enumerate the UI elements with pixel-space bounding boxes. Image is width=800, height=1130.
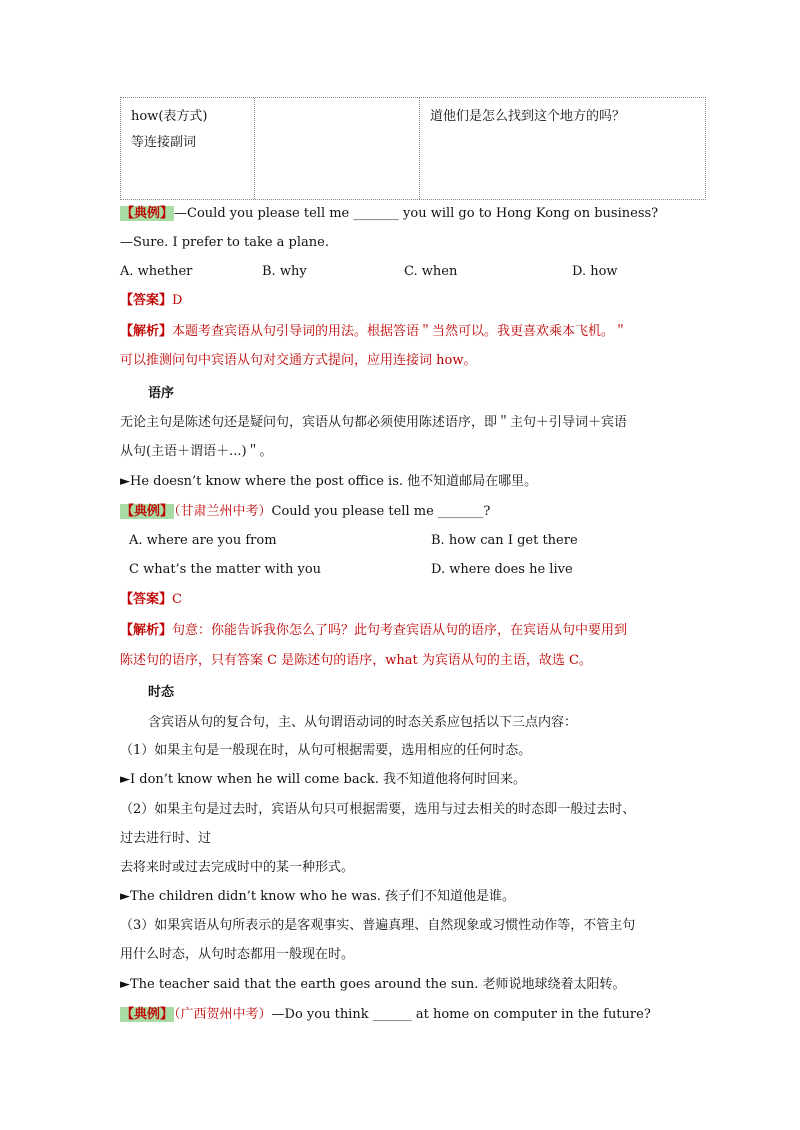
section-heading-order: 语序 bbox=[148, 386, 175, 401]
option-a: A. where are you from bbox=[129, 533, 277, 548]
analysis-label: 【解析】 bbox=[120, 324, 173, 339]
example-tag: 【典例】 bbox=[121, 1007, 174, 1022]
tense-rule-2: （2）如果主句是过去时，宾语从句只可根据需要，选用与过去相关的时态即一般过去时、 bbox=[120, 802, 636, 817]
question-text: Could you please tell me _______? bbox=[271, 504, 491, 519]
section-heading-tense: 时态 bbox=[148, 685, 175, 700]
example-2-analysis bbox=[120, 621, 627, 641]
table-cell-connector bbox=[121, 98, 255, 199]
option-c: C what’s the matter with you bbox=[129, 562, 322, 577]
table-cell-example: 道他们是怎么找到这个地方的吗？ bbox=[430, 109, 626, 124]
tense-intro: 含宾语从句的复合句，主、从句谓语动词的时态关系应包括以下三点内容： bbox=[148, 715, 578, 730]
example-tag: 【典例】 bbox=[121, 504, 174, 519]
example-1-answer bbox=[120, 291, 182, 311]
example-3-question bbox=[120, 1005, 651, 1025]
tense-rule-2-cont: 过去进行时、过 bbox=[120, 831, 212, 846]
analysis-text: 句意：你能告诉我你怎么了吗？此句考查宾语从句的语序，在宾语从句中要用到 bbox=[172, 623, 628, 638]
question-text: —Do you think ______ at home on computer in the future? bbox=[271, 1007, 651, 1022]
tense-example-3: ►The teacher said that the earth goes around the sun. 老师说地球绕着太阳转。 bbox=[120, 977, 626, 992]
table-cell-line: how(表方式) bbox=[131, 109, 208, 124]
option-b: B. how can I get there bbox=[431, 533, 578, 548]
example-2-question bbox=[120, 502, 490, 522]
table-cell-line: 等连接副词 bbox=[131, 135, 197, 150]
question-text: —Could you please tell me _______ you will go to Hong Kong on business? bbox=[174, 206, 659, 221]
info-table bbox=[120, 97, 706, 200]
order-example: ►He doesn’t know where the post office is. 他不知道邮局在哪里。 bbox=[120, 474, 538, 489]
example-2-answer bbox=[120, 590, 182, 610]
tense-rule-1: （1）如果主句是一般现在时，从句可根据需要，选用相应的任何时态。 bbox=[120, 743, 532, 758]
example-1-reply: —Sure. I prefer to take a plane. bbox=[120, 235, 329, 250]
example-tag: 【典例】 bbox=[121, 206, 174, 221]
example-1-analysis bbox=[120, 322, 627, 342]
answer-value: D bbox=[172, 293, 183, 308]
example-1-question bbox=[120, 204, 658, 224]
order-paragraph: 无论主句是陈述句还是疑问句，宾语从句都必须使用陈述语序，即＂主句＋引导词＋宾语 bbox=[120, 415, 628, 430]
analysis-text: 本题考查宾语从句引导词的用法。根据答语＂当然可以。我更喜欢乘本飞机。＂ bbox=[172, 324, 628, 339]
source-label: （广西贺州中考） bbox=[174, 1007, 272, 1022]
order-paragraph-cont: 从句(主语＋谓语＋...)＂。 bbox=[120, 444, 273, 459]
tense-rule-3-cont: 用什么时态，从句时态都用一般现在时。 bbox=[120, 947, 355, 962]
tense-example-1: ►I don’t know when he will come back. 我不知道他将何时回来。 bbox=[120, 772, 526, 787]
source-label: （甘肃兰州中考） bbox=[174, 504, 272, 519]
tense-rule-3: （3）如果宾语从句所表示的是客观事实、普遍真理、自然现象或习惯性动作等，不管主句 bbox=[120, 918, 636, 933]
option-d: D. where does he live bbox=[431, 562, 573, 577]
option-c: C. when bbox=[404, 264, 458, 279]
example-1-analysis-cont: 可以推测问句中宾语从句对交通方式提问，应用连接词 how。 bbox=[120, 353, 477, 368]
option-d: D. how bbox=[572, 264, 618, 279]
example-2-analysis-cont: 陈述句的语序，只有答案 C 是陈述句的语序，what 为宾语从句的主语，故选 C。 bbox=[120, 653, 592, 668]
analysis-label: 【解析】 bbox=[120, 623, 173, 638]
option-b: B. why bbox=[262, 264, 307, 279]
tense-rule-2-cont: 去将来时或过去完成时中的某一种形式。 bbox=[120, 860, 355, 875]
answer-value: C bbox=[172, 592, 182, 607]
answer-label: 【答案】 bbox=[120, 293, 173, 308]
tense-example-2: ►The children didn’t know who he was. 孩子们不知道他是谁。 bbox=[120, 889, 516, 904]
table-cell-empty bbox=[255, 98, 420, 199]
answer-label: 【答案】 bbox=[120, 592, 173, 607]
option-a: A. whether bbox=[120, 264, 193, 279]
